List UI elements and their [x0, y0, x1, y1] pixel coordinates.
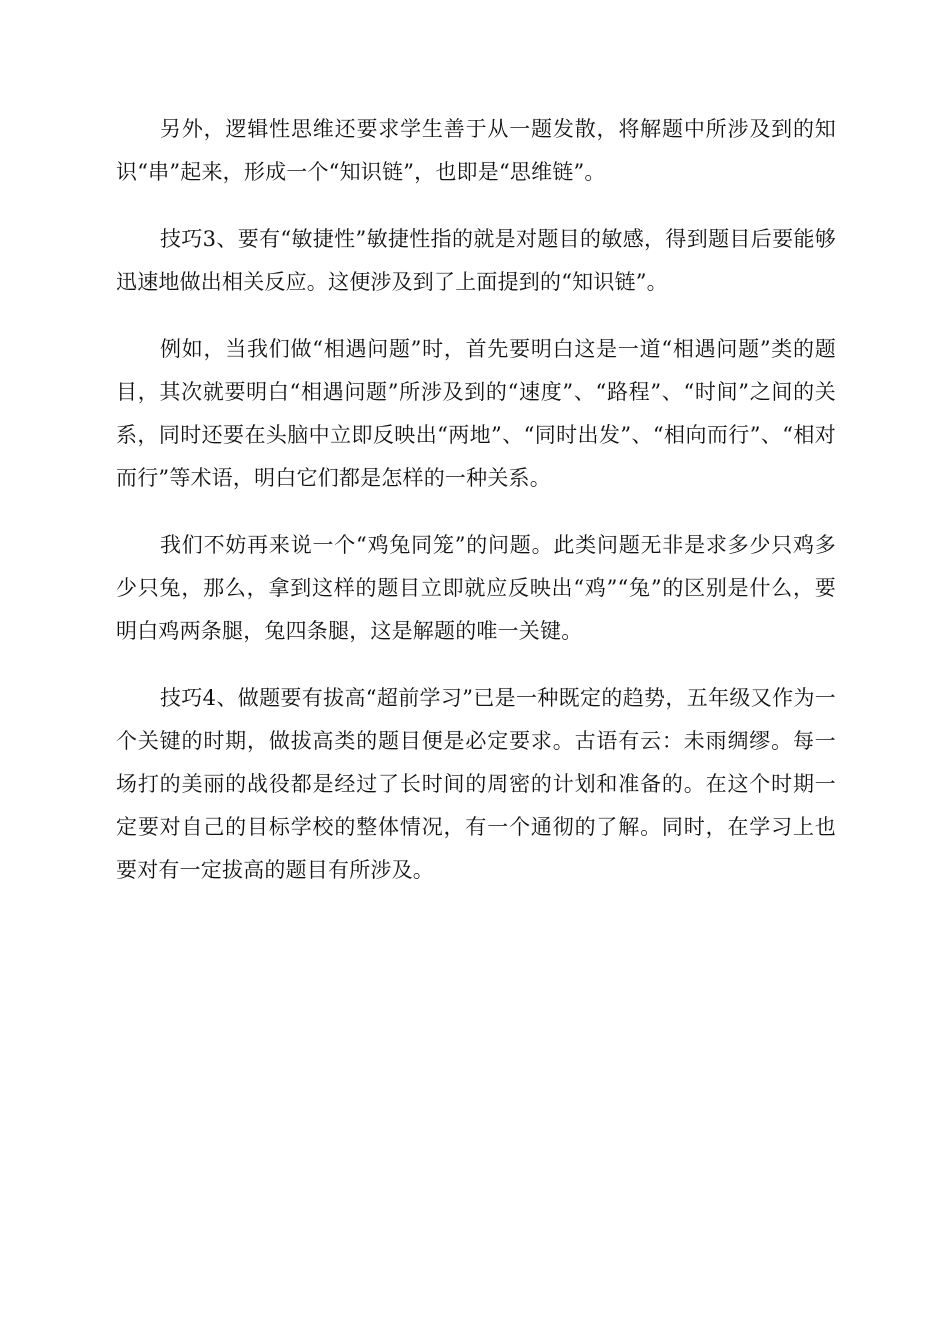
document-body [116, 108, 836, 916]
paragraph-meeting-problem-example: 例如，当我们做“相遇问题”时，首先要明白这是一道“相遇问题”类的题目，其次就要明白“相遇问题”所涉及到的“速度”、“路程”、“时间”之间的关系，同时还要在头脑中立即反映出“两地”、“同时出发”、“相向而行”、“相对而行”等术语，明白它们都是怎样的一种关系。 [116, 337, 836, 490]
paragraph-logical-thinking: 另外，逻辑性思维还要求学生善于从一题发散，将解题中所涉及到的知识“串”起来，形成一个“知识链”，也即是“思维链”。 [116, 117, 836, 184]
paragraph-chicken-rabbit-problem: 我们不妨再来说一个“鸡兔同笼”的问题。此类问题无非是求多少只鸡多少只兔，那么，拿到这样的题目立即就应反映出“鸡”“兔”的区别是什么，要明白鸡两条腿，兔四条腿，这是解题的唯一关键。 [116, 533, 836, 643]
paragraph-tip-4-advanced-practice: 技巧4、做题要有拔高“超前学习”已是一种既定的趋势，五年级又作为一个关键的时期，做拔高类的题目便是必定要求。古语有云：未雨绸缪。每一场打的美丽的战役都是经过了长时间的周密的计划和准备的。在这个时期一定要对自己的目标学校的整体情况，有一个通彻的了解。同时，在学习上也要对有一定拔高的题目有所涉及。 [116, 686, 836, 882]
paragraph-tip-3-agility: 技巧3、要有“敏捷性”敏捷性指的就是对题目的敏感，得到题目后要能够迅速地做出相关反应。这便涉及到了上面提到的“知识链”。 [116, 227, 836, 294]
